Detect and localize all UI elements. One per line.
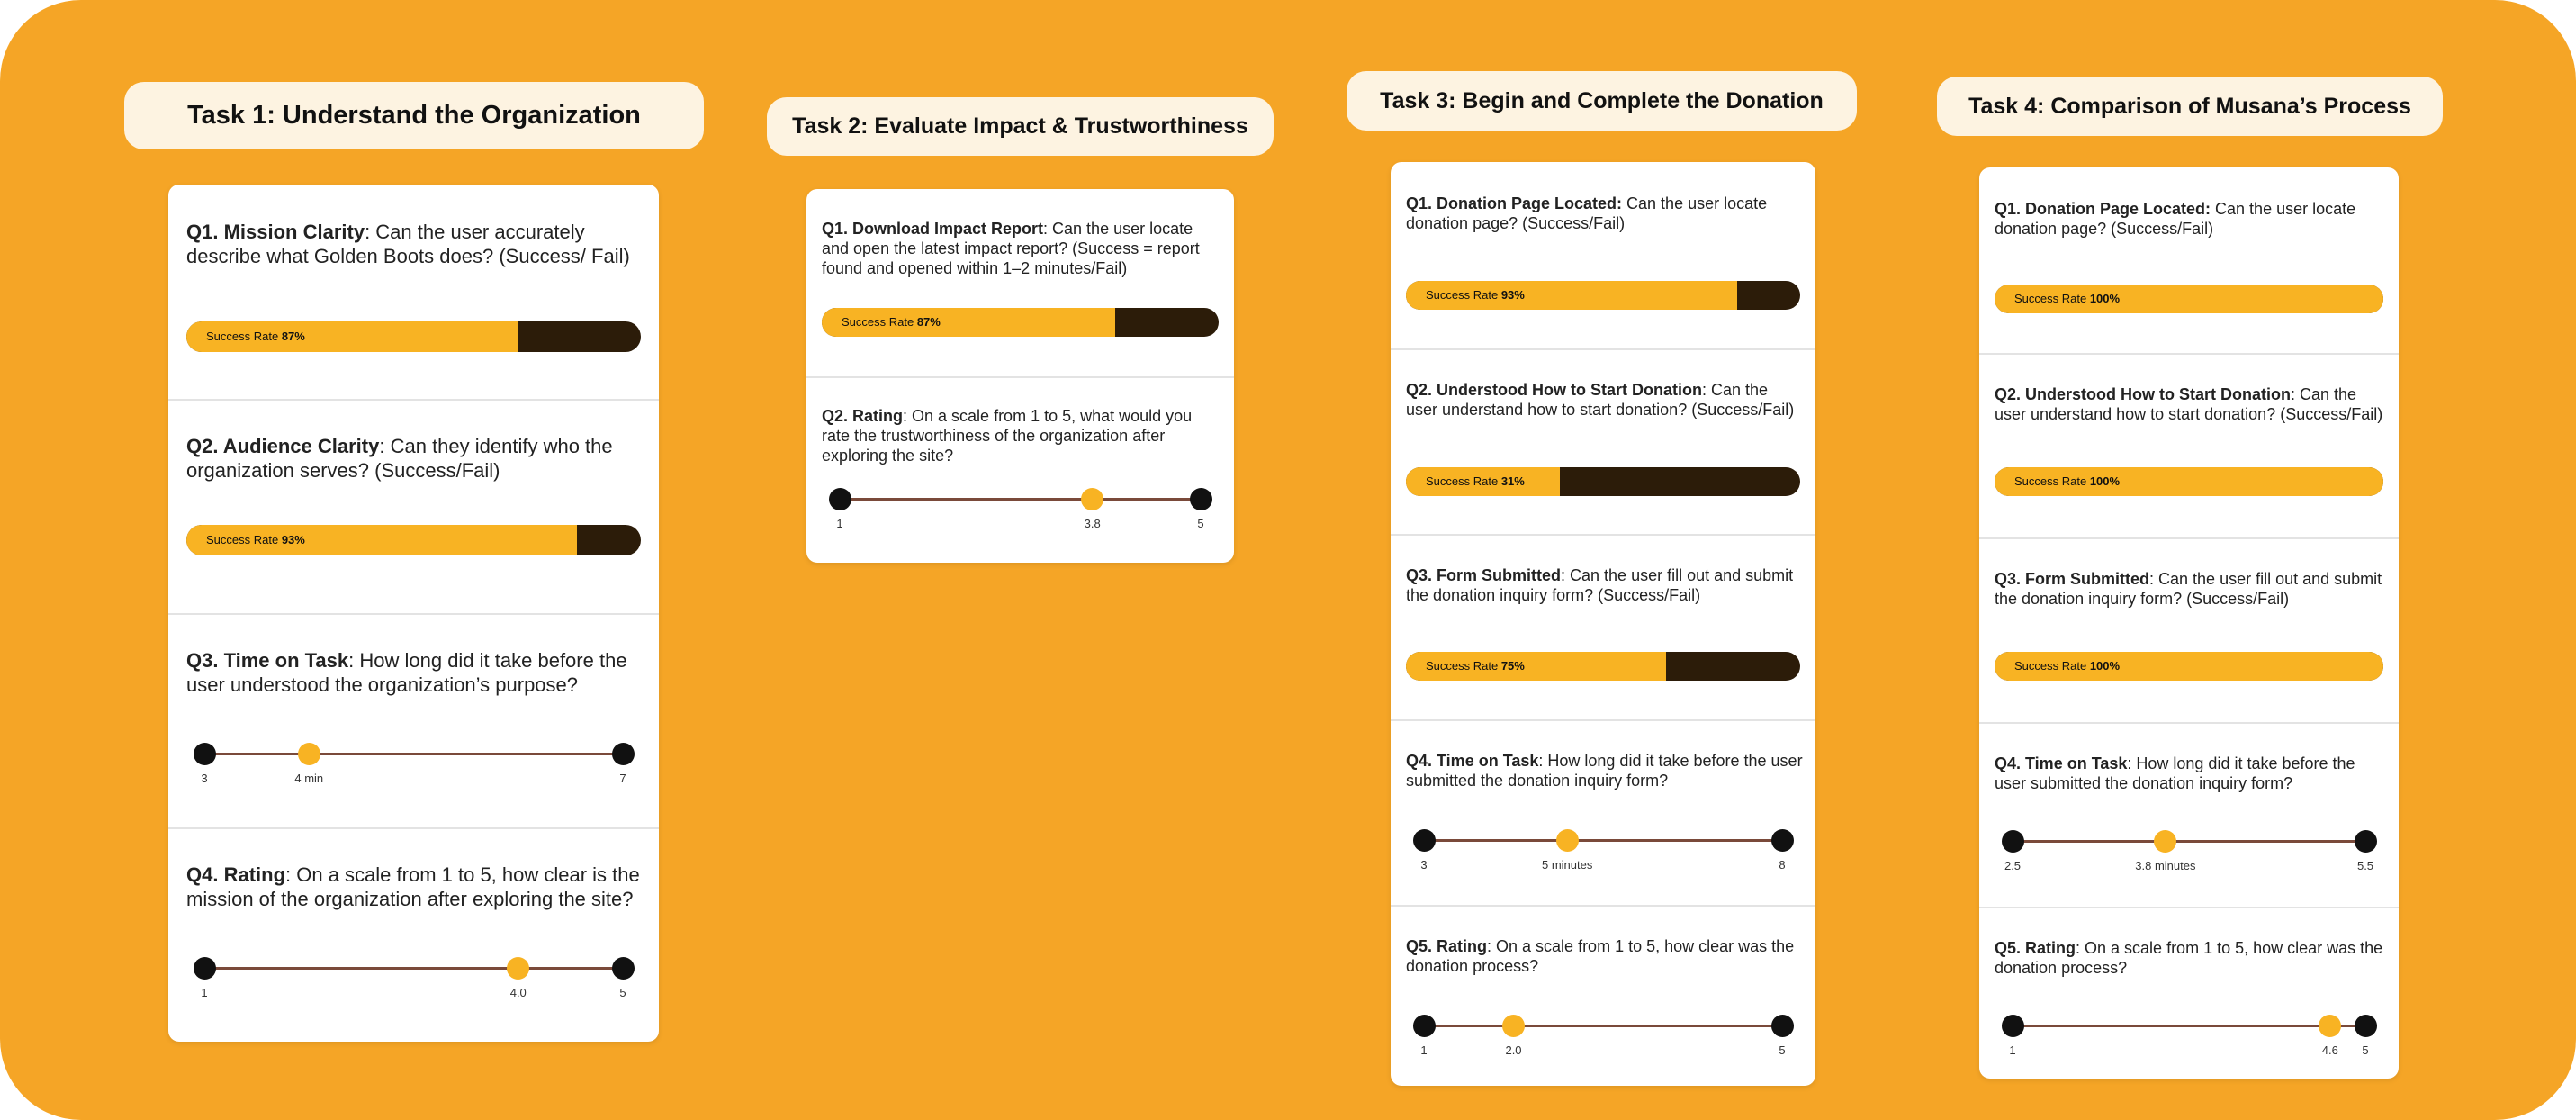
task-1-q1-success-bar: [186, 321, 641, 352]
task-3-q5-scale-value-label: 2.0: [1505, 1043, 1522, 1057]
task-4-q5-question-label: Q5. Rating: [1995, 939, 2076, 957]
task-2-q2-scale-value-dot: [1081, 488, 1103, 510]
task-3-q2-success-bar: [1406, 467, 1800, 496]
task-3-q5-scale-min-label: 1: [1420, 1043, 1428, 1057]
task-1-card: [168, 185, 659, 1042]
task-4-q2-success-value: 100%: [2089, 474, 2121, 488]
task-4-q5-scale-max-label: 5: [2362, 1043, 2369, 1057]
task-2-q1-question-text: : Can the user locate and open the latest impact report? (Success = report found and opened within 1–2 minutes/Fail): [822, 220, 1200, 277]
task-4-q3-success-bar: [1995, 652, 2383, 681]
task-4-q2-section: [1979, 353, 2399, 539]
task-4-q4-scale-max-dot: [2355, 830, 2377, 853]
task-4-q1-success-bar: [1995, 285, 2383, 313]
task-4-q1-question-label: Q1. Donation Page Located:: [1995, 200, 2211, 218]
task-3-q1-success-value: 93%: [1500, 288, 1525, 302]
task-3-q4-scale-value-label: 5 minutes: [1542, 858, 1593, 872]
task-4-q3-success-value: 100%: [2089, 659, 2121, 673]
task-1-q4-question: [186, 863, 644, 912]
task-2-card: [806, 189, 1234, 563]
task-4-q5-question: [1995, 939, 2387, 979]
task-4-q5-scale-value-label: 4.6: [2321, 1043, 2338, 1057]
task-1-q3-scale-min-dot: [194, 743, 216, 765]
task-1-q2-success-label-text: Success Rate: [206, 533, 279, 546]
task-1-q3-scale-max-label: 7: [619, 772, 626, 785]
task-3-q4-question-text: : How long did it take before the user submitted the donation inquiry form?: [1406, 752, 1803, 790]
task-4-q4-section: [1979, 722, 2399, 908]
task-1-q4-scale: [201, 953, 626, 999]
task-2-q2-question-label: Q2. Rating: [822, 407, 904, 425]
task-2-q2-scale-value-label: 3.8: [1084, 517, 1101, 530]
task-3-q4-scale-min-label: 3: [1420, 858, 1428, 872]
task-1-q2-success-bar: [186, 525, 641, 555]
task-1-q4-scale-value-dot: [507, 957, 529, 980]
task-4-q4-scale-line: [2013, 840, 2365, 843]
task-3-q2-question-text: : Can the user understand how to start donation? (Success/Fail): [1406, 381, 1795, 419]
task-1-q3-scale-value-label: 4 min: [294, 772, 324, 785]
task-3-q4-scale-line: [1424, 839, 1782, 842]
task-1-q3-question: [186, 649, 644, 698]
task-3-q5-question: [1406, 937, 1804, 977]
task-1-q4-question-label: Q4. Rating: [186, 863, 286, 886]
task-2-q2-scale-max-dot: [1190, 488, 1212, 510]
task-1-q3-scale-min-label: 3: [201, 772, 208, 785]
task-3-q5-scale: [1420, 1011, 1786, 1057]
task-3-q3-success-label: [1426, 652, 1525, 681]
task-4-q2-question-label: Q2. Understood How to Start Donation: [1995, 385, 2291, 403]
task-3-q5-scale-value-dot: [1502, 1015, 1525, 1037]
task-2-q2-scale-line: [840, 498, 1201, 501]
task-4-header: Task 4: Comparison of Musana’s Process: [1937, 77, 2443, 136]
task-1-q3-section: [168, 613, 659, 829]
task-3-q5-scale-max-label: 5: [1779, 1043, 1786, 1057]
task-4-q3-section: [1979, 537, 2399, 724]
task-1-q4-scale-min-dot: [194, 957, 216, 980]
task-3-q5-scale-min-dot: [1413, 1015, 1436, 1037]
task-4-q5-scale-line: [2013, 1025, 2365, 1027]
task-4-q5-section: [1979, 907, 2399, 1079]
task-2-q1-success-label-text: Success Rate: [842, 315, 914, 329]
task-3-q3-question: [1406, 566, 1804, 606]
task-2-q1-success-value: 87%: [916, 315, 941, 329]
task-4-q4-scale-value-label: 3.8 minutes: [2135, 859, 2196, 872]
task-3-q4-scale-min-dot: [1413, 829, 1436, 852]
task-1-header: Task 1: Understand the Organization: [124, 82, 704, 149]
task-1-q3-question-label: Q3. Time on Task: [186, 649, 349, 672]
task-3-q3-question-text: : Can the user fill out and submit the donation inquiry form? (Success/Fail): [1406, 566, 1794, 604]
task-3-q4-scale: [1420, 826, 1786, 872]
task-1-q3-scale-max-dot: [612, 743, 635, 765]
task-3-q5-question-label: Q5. Rating: [1406, 937, 1488, 955]
task-4-q5-scale-value-dot: [2319, 1015, 2341, 1037]
task-2-q2-section: [806, 376, 1234, 563]
task-3-q1-success-label: [1426, 281, 1525, 310]
task-1-q3-scale-value-dot: [298, 743, 320, 765]
task-3-q5-scale-line: [1424, 1025, 1782, 1027]
task-4-q5-scale-min-dot: [2002, 1015, 2024, 1037]
task-1-q1-section: [168, 185, 659, 401]
task-2-q2-question-text: : On a scale from 1 to 5, what would you rate the trustworthiness of the organization after exploring the site?: [822, 407, 1193, 465]
task-2-q1-question-label: Q1. Download Impact Report: [822, 220, 1044, 238]
task-3-q3-question-label: Q3. Form Submitted: [1406, 566, 1562, 584]
task-1-q2-section: [168, 399, 659, 615]
task-1-q4-scale-max-label: 5: [619, 986, 626, 999]
task-4-q4-scale-min-label: 2.5: [2004, 859, 2022, 872]
task-4-q1-success-label: [2014, 285, 2120, 313]
task-4-q1-question: [1995, 200, 2387, 239]
task-3-q1-section: [1391, 162, 1815, 350]
task-3-q4-question: [1406, 752, 1804, 791]
task-4-q1-success-label-text: Success Rate: [2014, 292, 2087, 305]
task-3-q4-scale-max-label: 8: [1779, 858, 1786, 872]
task-2-q2-scale: [836, 484, 1204, 530]
task-4-q4-question: [1995, 754, 2387, 794]
task-1-q4-question-text: : On a scale from 1 to 5, how clear is the mission of the organization after exploring the site?: [186, 863, 640, 910]
task-4-q3-question-text: : Can the user fill out and submit the donation inquiry form? (Success/Fail): [1995, 570, 2382, 608]
task-2-q2-scale-min-dot: [829, 488, 851, 510]
task-1-q4-section: [168, 827, 659, 1042]
task-3-q2-question-label: Q2. Understood How to Start Donation: [1406, 381, 1702, 399]
task-1-q4-scale-value-label: 4.0: [509, 986, 527, 999]
task-3-q4-scale-max-dot: [1771, 829, 1794, 852]
task-1-q2-question-label: Q2. Audience Clarity: [186, 435, 380, 457]
task-4-q5-scale: [2009, 1011, 2369, 1057]
task-1-q3-scale: [201, 739, 626, 785]
task-3-q5-question-text: : On a scale from 1 to 5, how clear was the donation process?: [1406, 937, 1795, 975]
task-2-q1-question: [822, 220, 1222, 279]
task-3-q2-success-value: 31%: [1500, 474, 1525, 488]
task-4-q5-question-text: : On a scale from 1 to 5, how clear was the donation process?: [1995, 939, 2383, 977]
task-3-q2-success-label-text: Success Rate: [1426, 474, 1499, 488]
task-3-q1-success-bar: [1406, 281, 1800, 310]
task-3-q4-question-label: Q4. Time on Task: [1406, 752, 1539, 770]
task-1-q1-success-label: [206, 321, 305, 352]
task-2-q1-success-label: [842, 308, 941, 337]
task-4-q2-question: [1995, 385, 2387, 425]
task-2-header: Task 2: Evaluate Impact & Trustworthiness: [767, 97, 1274, 156]
task-3-q3-success-value: 75%: [1500, 659, 1525, 673]
task-2-q2-scale-max-label: 5: [1197, 517, 1204, 530]
task-3-q2-question: [1406, 381, 1804, 420]
task-4-q4-scale-value-dot: [2154, 830, 2176, 853]
task-2-q1-success-bar: [822, 308, 1219, 337]
task-4-q1-question-text: Can the user locate donation page? (Success/Fail): [1995, 200, 2356, 238]
task-4-q2-success-bar: [1995, 467, 2383, 496]
task-4-card: [1979, 167, 2399, 1079]
task-4-q3-success-label: [2014, 652, 2120, 681]
task-1-q2-question: [186, 435, 644, 483]
task-4-q3-success-label-text: Success Rate: [2014, 659, 2087, 673]
task-4-q2-success-label-text: Success Rate: [2014, 474, 2087, 488]
task-4-q3-question: [1995, 570, 2387, 610]
task-4-q1-section: [1979, 167, 2399, 355]
task-4-q4-scale: [2004, 826, 2374, 872]
task-3-q3-success-label-text: Success Rate: [1426, 659, 1499, 673]
task-3-q1-question-text: Can the user locate donation page? (Success/Fail): [1406, 194, 1768, 232]
task-4-q2-question-text: : Can the user understand how to start donation? (Success/Fail): [1995, 385, 2383, 423]
task-1-q1-success-value: 87%: [281, 330, 305, 343]
task-3-q3-success-bar: [1406, 652, 1800, 681]
task-4-q2-success-label: [2014, 467, 2120, 496]
task-4-q3-question-label: Q3. Form Submitted: [1995, 570, 2150, 588]
task-3-card: [1391, 162, 1815, 1086]
task-2-q2-question: [822, 407, 1222, 466]
task-1-q3-question-text: : How long did it take before the user understood the organization’s purpose?: [186, 649, 627, 696]
task-1-q1-success-label-text: Success Rate: [206, 330, 279, 343]
task-1-q1-question: [186, 221, 644, 269]
task-1-q4-scale-min-label: 1: [201, 986, 208, 999]
task-1-q1-question-text: : Can the user accurately describe what Golden Boots does? (Success/ Fail): [186, 221, 630, 267]
task-4-q4-question-label: Q4. Time on Task: [1995, 754, 2128, 772]
task-2-q1-section: [806, 189, 1234, 378]
task-4-q5-scale-max-dot: [2355, 1015, 2377, 1037]
task-1-q4-scale-line: [204, 967, 623, 970]
task-3-header: Task 3: Begin and Complete the Donation: [1347, 71, 1857, 131]
task-4-q5-scale-min-label: 1: [2009, 1043, 2016, 1057]
task-1-q1-question-label: Q1. Mission Clarity: [186, 221, 365, 243]
task-3-q3-section: [1391, 534, 1815, 721]
task-3-q4-scale-value-dot: [1556, 829, 1579, 852]
task-4-q4-question-text: : How long did it take before the user submitted the donation inquiry form?: [1995, 754, 2355, 792]
task-3-q4-section: [1391, 719, 1815, 907]
task-4-q4-scale-max-label: 5.5: [2356, 859, 2374, 872]
task-3-q2-section: [1391, 348, 1815, 536]
task-1-q4-scale-max-dot: [612, 957, 635, 980]
task-2-q2-scale-min-label: 1: [836, 517, 843, 530]
task-3-q1-success-label-text: Success Rate: [1426, 288, 1499, 302]
task-3-q5-section: [1391, 905, 1815, 1086]
task-1-q2-question-text: : Can they identify who the organization serves? (Success/Fail): [186, 435, 613, 482]
task-1-q3-scale-line: [204, 753, 623, 755]
task-3-q1-question-label: Q1. Donation Page Located:: [1406, 194, 1623, 212]
task-3-q5-scale-max-dot: [1771, 1015, 1794, 1037]
task-3-q2-success-label: [1426, 467, 1525, 496]
task-3-q1-question: [1406, 194, 1804, 234]
task-1-q2-success-label: [206, 525, 305, 555]
task-1-q2-success-value: 93%: [281, 533, 305, 546]
task-4-q4-scale-min-dot: [2002, 830, 2024, 853]
task-4-q1-success-value: 100%: [2089, 292, 2121, 305]
